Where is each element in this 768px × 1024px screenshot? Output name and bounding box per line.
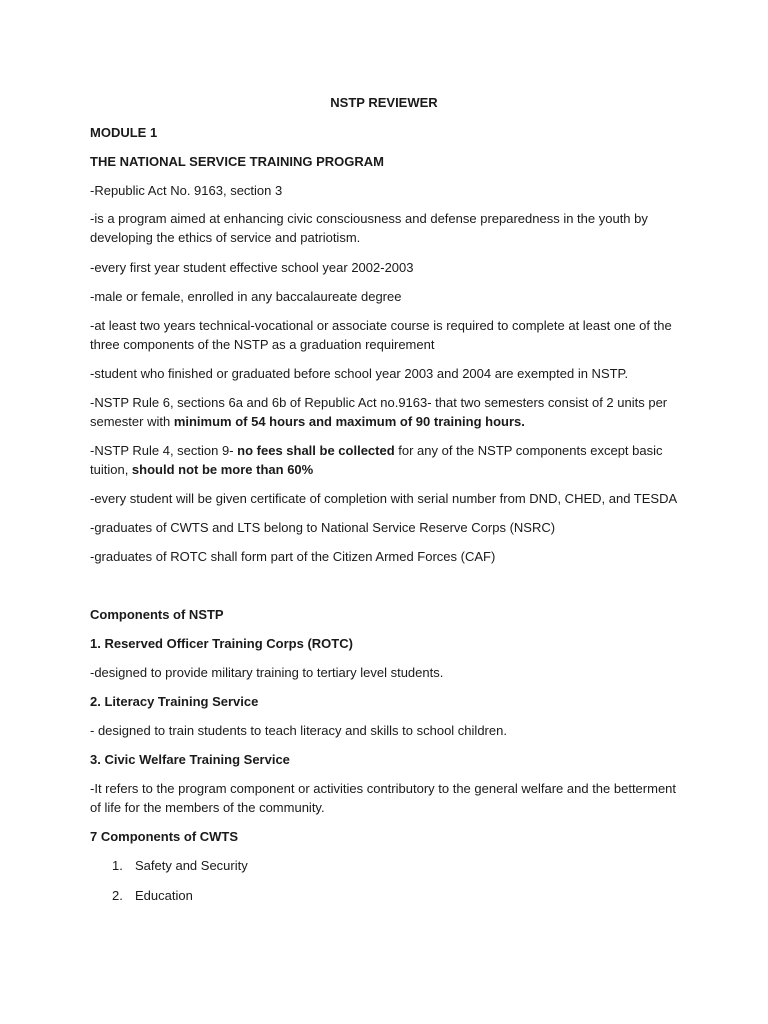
paragraph-text: -NSTP Rule 4, section 9- bbox=[90, 443, 238, 458]
paragraph: -graduates of ROTC shall form part of the Citizen Armed Forces (CAF) bbox=[90, 549, 496, 564]
component-title: 1. Reserved Officer Training Corps (ROTC) bbox=[90, 636, 353, 651]
paragraph-emphasis: no fees shall be collected bbox=[237, 443, 395, 458]
document-title: NSTP REVIEWER bbox=[330, 95, 438, 110]
paragraph: -student who finished or graduated before school year 2003 and 2004 are exempted in NSTP. bbox=[90, 366, 629, 381]
paragraph-emphasis: minimum of 54 hours and maximum of 90 training hours. bbox=[173, 414, 525, 429]
paragraph: -graduates of CWTS and LTS belong to National Service Reserve Corps (NSRC) bbox=[90, 520, 556, 535]
paragraph: -Republic Act No. 9163, section 3 bbox=[90, 183, 283, 198]
paragraph: -male or female, enrolled in any baccalaureate degree bbox=[90, 289, 402, 304]
paragraph-text: for any of the NSTP components except basic tuition, bbox=[90, 443, 663, 477]
paragraph: -every student will be given certificate of completion with serial number from DND, CHED, and TESDA bbox=[90, 491, 678, 506]
paragraph: -every first year student effective school year 2002-2003 bbox=[90, 260, 414, 275]
paragraph-text: -NSTP Rule 6, sections 6a and 6b of Republic Act no.9163- that two semesters consist of 2 units per semester with bbox=[90, 395, 668, 429]
paragraph: -is a program aimed at enhancing civic consciousness and defense preparedness in the youth by developing the ethics of service and patriotism. bbox=[90, 211, 648, 245]
list-item: Education bbox=[135, 888, 193, 903]
cwts-heading: 7 Components of CWTS bbox=[90, 829, 239, 844]
list-item-number: 1. bbox=[112, 858, 123, 873]
paragraph-emphasis: should not be more than 60% bbox=[131, 462, 314, 477]
paragraph: -at least two years technical-vocational or associate course is required to complete at least one of the three components of the NSTP as a graduation requirement bbox=[90, 318, 672, 352]
paragraph bbox=[90, 441, 690, 479]
list-item: Safety and Security bbox=[135, 858, 248, 873]
component-description: - designed to train students to teach literacy and skills to school children. bbox=[90, 723, 507, 738]
module-heading: MODULE 1 bbox=[90, 125, 158, 140]
component-description: -designed to provide military training to tertiary level students. bbox=[90, 665, 444, 680]
component-title: 2. Literacy Training Service bbox=[90, 694, 259, 709]
components-heading: Components of NSTP bbox=[90, 607, 224, 622]
paragraph bbox=[90, 393, 690, 431]
program-heading: THE NATIONAL SERVICE TRAINING PROGRAM bbox=[90, 154, 384, 169]
list-item-number: 2. bbox=[112, 888, 123, 903]
component-title: 3. Civic Welfare Training Service bbox=[90, 752, 290, 767]
component-description: -It refers to the program component or activities contributory to the general welfare and the betterment of life for the members of the community. bbox=[90, 781, 677, 815]
